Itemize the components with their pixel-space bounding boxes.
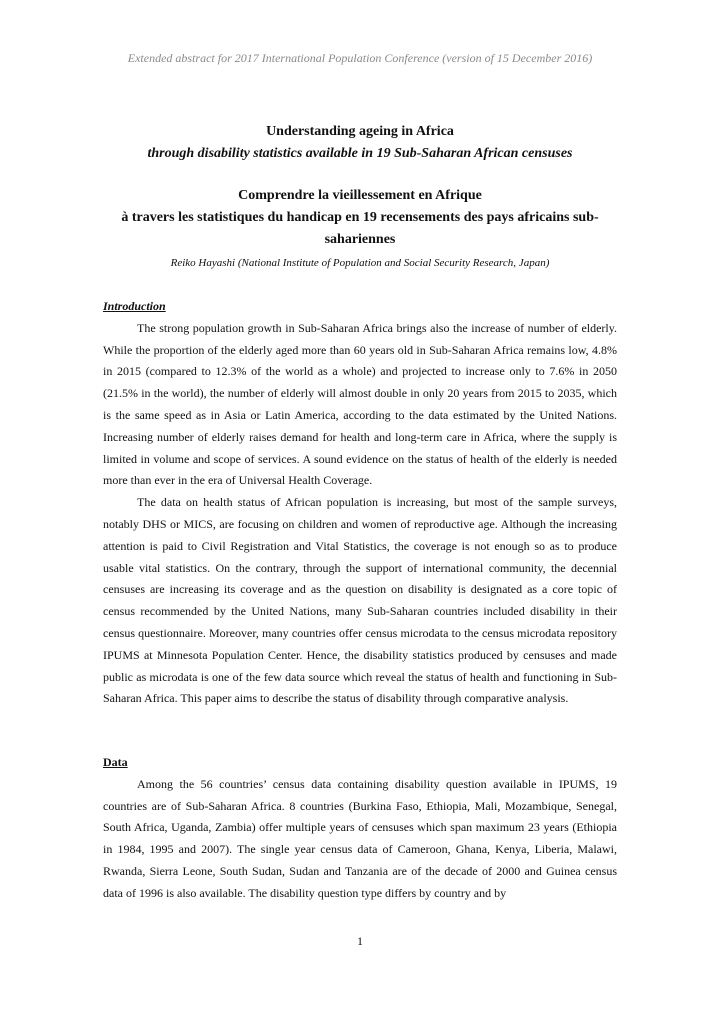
author-affiliation: Reiko Hayashi (National Institute of Population and Social Security Research, Japan) xyxy=(170,257,550,269)
title-french: Comprendre la vieillessement en Afrique xyxy=(238,188,482,203)
title-english: Understanding ageing in Africa xyxy=(266,124,454,139)
section-heading: Data xyxy=(103,755,128,769)
section-data xyxy=(103,752,617,905)
section-introduction xyxy=(103,296,617,710)
subtitle-english: through disability statistics available in 19 Sub-Saharan African censuses xyxy=(147,146,573,161)
section-heading: Introduction xyxy=(103,299,166,313)
paragraph: The data on health status of African population is increasing, but most of the sample surveys, notably DHS or MICS, are focusing on children and women of reproductive age. Although the increasing attention is paid to Civil Registration and Vital Statistics, the coverage is not enough so as to produce usable vital statistics. On the contrary, through the support of international community, the decennial censuses are increasing its coverage and as the question on disability is designated as a core topic of census recommended by the United Nations, many Sub-Saharan countries included disability in their census questionnaire. Moreover, many countries offer census microdata to the census microdata repository IPUMS at Minnesota Population Center. Hence, the disability statistics produced by censuses and made public as microdata is one of the few data source which reveal the status of health and functioning in Sub-Saharan Africa. This paper aims to describe the status of disability through comparative analysis. xyxy=(103,495,617,706)
paragraph: Among the 56 countries’ census data containing disability question available in IPUMS, 19 countries are of Sub-Saharan Africa. 8 countries (Burkina Faso, Ethiopia, Mali, Mozambique, Senegal, South Africa, Uganda, Zambia) offer multiple years of censuses which span maximum 23 years (Ethiopia in 1984, 1995 and 2007). The single year census data of Cameroon, Ghana, Kenya, Liberia, Malawi, Rwanda, Sierra Leone, South Sudan, Sudan and Tanzania are of the decade of 2000 and Guinea census data of 1996 is also available. The disability question type differs by country and by xyxy=(103,776,617,900)
paragraph: The strong population growth in Sub-Saharan Africa brings also the increase of number of elderly. While the proportion of the elderly aged more than 60 years old in Sub-Saharan Africa remains low, 4.8% in 2015 (compared to 12.3% of the world as a whole) and projected to increase only to 7.6% in 2050 (21.5% in the world), the number of elderly will almost double in only 20 years from 2015 to 2035, which is the same speed as in Asia or Latin America, according to the data estimated by the United Nations. Increasing number of elderly raises demand for health and long-term care in Africa, where the supply is limited in volume and scope of services. A sound evidence on the status of health of the elderly is needed more than ever in the era of Universal Health Coverage. xyxy=(103,320,617,488)
title-block xyxy=(90,121,630,273)
subtitle-french: à travers les statistiques du handicap en 19 recensements des pays africains sub-sahariennes xyxy=(121,210,599,247)
page-number: 1 xyxy=(357,934,363,948)
running-header: Extended abstract for 2017 International Population Conference (version of 15 December 2016) xyxy=(127,51,593,65)
